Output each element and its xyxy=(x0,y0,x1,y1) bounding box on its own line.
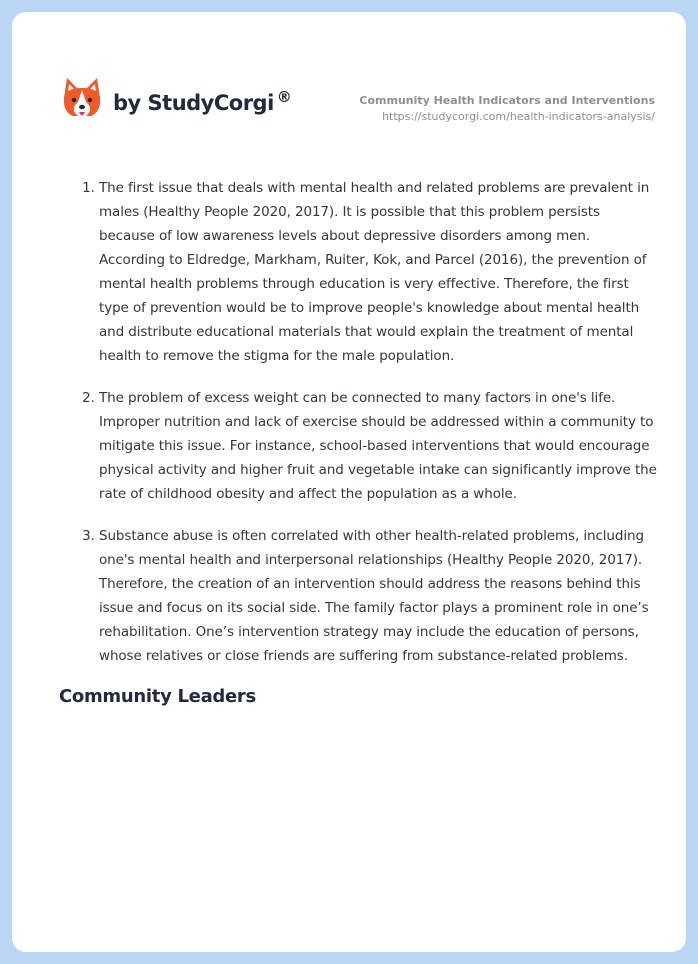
list-item: 3. Substance abuse is often correlated with other health-related problems, including one's mental health and interpersonal relationships (Healthy People 2020, 2017). Therefore, the creation of an intervention should address the reasons behind this issue and focus on its social side. The family factor plays a prominent role in one’s rehabilitation. One’s intervention strategy may include the education of persons, whose relatives or close friends are suffering from substance-related problems. xyxy=(99,524,659,668)
document-content xyxy=(59,176,659,707)
list-item: 1. The first issue that deals with mental health and related problems are prevalent in males (Healthy People 2020, 2017). It is possible that this problem persists because of low awareness levels about depressive disorders among men. According to Eldredge, Markham, Ruiter, Kok, and Parcel (2016), the prevention of mental health problems through education is very effective. Therefore, the first type of prevention would be to improve people's knowledge about mental health and distribute educational materials that would explain the treatment of mental health to remove the stigma for the male population. xyxy=(99,176,659,368)
document-url-link[interactable]: https://studycorgi.com/health-indicators-analysis/ xyxy=(382,110,655,123)
document-title: Community Health Indicators and Interventions xyxy=(359,94,655,107)
corgi-logo-icon xyxy=(61,76,103,122)
document-page xyxy=(12,12,686,952)
studycorgi-logo[interactable] xyxy=(61,76,291,122)
document-header-meta xyxy=(335,93,655,125)
brand-text: by StudyCorgi xyxy=(113,90,274,115)
section-heading: Community Leaders xyxy=(59,686,256,707)
brand-name xyxy=(113,88,291,115)
list-item: 2. The problem of excess weight can be connected to many factors in one's life. Improper nutrition and lack of exercise should be addressed within a community to mitigate this issue. For instance, school-based interventions that would encourage physical activity and higher fruit and vegetable intake can significantly improve the rate of childhood obesity and affect the population as a whole. xyxy=(99,386,659,506)
registered-mark: ® xyxy=(276,87,292,106)
issues-list xyxy=(59,176,659,668)
